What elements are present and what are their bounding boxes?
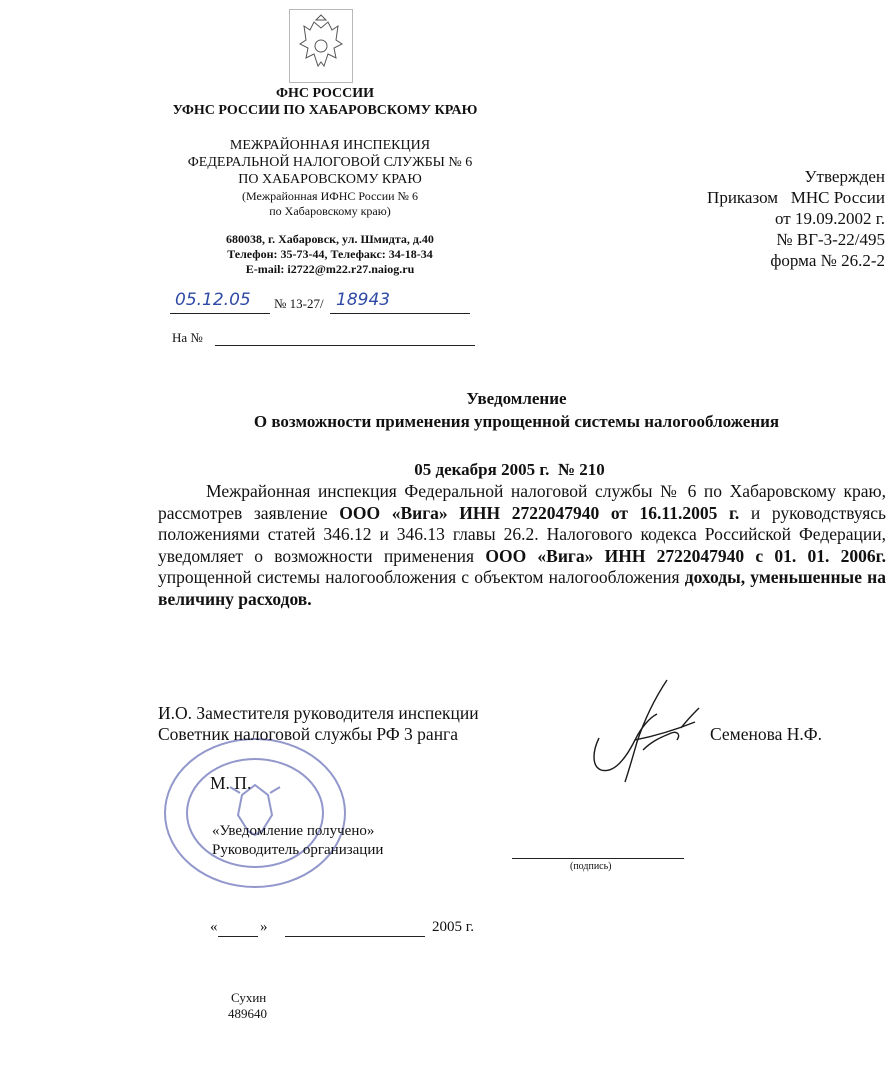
- approval-line1: Утвержден: [804, 167, 885, 186]
- coat-of-arms-icon: [289, 9, 353, 83]
- address: 680038, г. Хабаровск, ул. Шмидта, д.40: [226, 232, 434, 246]
- handwritten-signature-icon: [585, 678, 715, 788]
- receipt-quote-close: »: [260, 919, 268, 935]
- agency-line1: ФНС РОССИИ: [275, 86, 375, 101]
- reference-underline: [215, 344, 475, 346]
- body-part5: упрощенной системы налогообложения с объектом налогообложения: [158, 567, 685, 587]
- agency-line2: УФНС РОССИИ ПО ХАБАРОВСКОМУ КРАЮ: [172, 103, 478, 118]
- seal-label: М. П.: [210, 773, 252, 793]
- executor-name: Сухин: [231, 990, 267, 1005]
- email: E-mail: i2722@m22.r27.naiog.ru: [245, 262, 415, 276]
- body-applicant-start: ООО «Вига» ИНН 2722047940 с 01. 01. 2006г.: [485, 545, 886, 566]
- day-underline: [218, 935, 258, 937]
- executor-block: [228, 990, 267, 1022]
- executor-phone: 489640: [228, 1006, 267, 1021]
- approval-block: [625, 166, 885, 271]
- notice-date-number: 05 декабря 2005 г. № 210: [414, 460, 605, 479]
- notice-subtitle: О возможности применения упрощенной системы налогообложения: [253, 412, 780, 431]
- receipt-year: 2005 г.: [432, 919, 474, 935]
- receipt-line1: «Уведомление получено»: [212, 823, 375, 839]
- receipt-line2: Руководитель организации: [212, 842, 384, 858]
- month-underline: [285, 935, 425, 937]
- date-underline: [170, 312, 270, 314]
- short-name-line2: по Хабаровскому краю): [269, 204, 391, 218]
- body-part1: Межрайонная инспекция Федеральной налоговой службы № 6 по Хабаровскому краю, рассмотрев заявление: [158, 481, 886, 523]
- approval-line5: форма № 26.2-2: [770, 251, 885, 270]
- short-name-line1: (Межрайонная ИФНС России № 6: [242, 189, 418, 203]
- inspection-line3: ПО ХАБАРОВСКОМУ КРАЮ: [238, 172, 422, 187]
- inspection-line1: МЕЖРАЙОННАЯ ИНСПЕКЦИЯ: [229, 138, 431, 153]
- signatory-name: Семенова Н.Ф.: [710, 724, 822, 744]
- inspection-short-name: [195, 189, 465, 219]
- approval-line2: Приказом МНС России: [707, 188, 885, 207]
- signature-line: [512, 857, 684, 859]
- official-seal-icon: [160, 735, 350, 890]
- approval-line3: от 19.09.2002 г.: [774, 209, 885, 228]
- approval-line4: № ВГ-3-22/495: [776, 230, 885, 249]
- inspection-line2: ФЕДЕРАЛЬНОЙ НАЛОГОВОЙ СЛУЖБЫ № 6: [187, 155, 473, 170]
- contact-block: [180, 232, 480, 277]
- signature-caption: (подпись): [570, 861, 612, 872]
- signatory-position-2: Советник налоговой службы РФ 3 ранга: [158, 724, 459, 744]
- phones: Телефон: 35-73-44, Телефакс: 34-18-34: [227, 247, 433, 261]
- receipt-quote-open: «: [210, 919, 218, 935]
- body-applicant: ООО «Вига» ИНН 2722047940 от 16.11.2005 г.: [339, 502, 740, 523]
- number-underline: [330, 312, 470, 314]
- outgoing-number-prefix: № 13-27/: [274, 296, 324, 311]
- body-tax-object: доходы, уменьшенные на величину расходов.: [158, 567, 886, 609]
- body-part3: и руководствуясь положениями статей 346.12 и 346.13 главы 26.2. Налогового кодекса Российской Федерации, уведомляет о возможности применения: [158, 502, 886, 566]
- outgoing-date: 05.12.05: [175, 290, 251, 310]
- outgoing-number: 18943: [336, 290, 391, 310]
- notice-body: [158, 481, 886, 610]
- inspection-name: [185, 137, 475, 188]
- reference-label: На №: [172, 330, 203, 345]
- notice-title: Уведомление: [466, 389, 567, 408]
- agency-name: [140, 85, 510, 119]
- signatory-position-1: И.О. Заместителя руководителя инспекции: [158, 703, 479, 723]
